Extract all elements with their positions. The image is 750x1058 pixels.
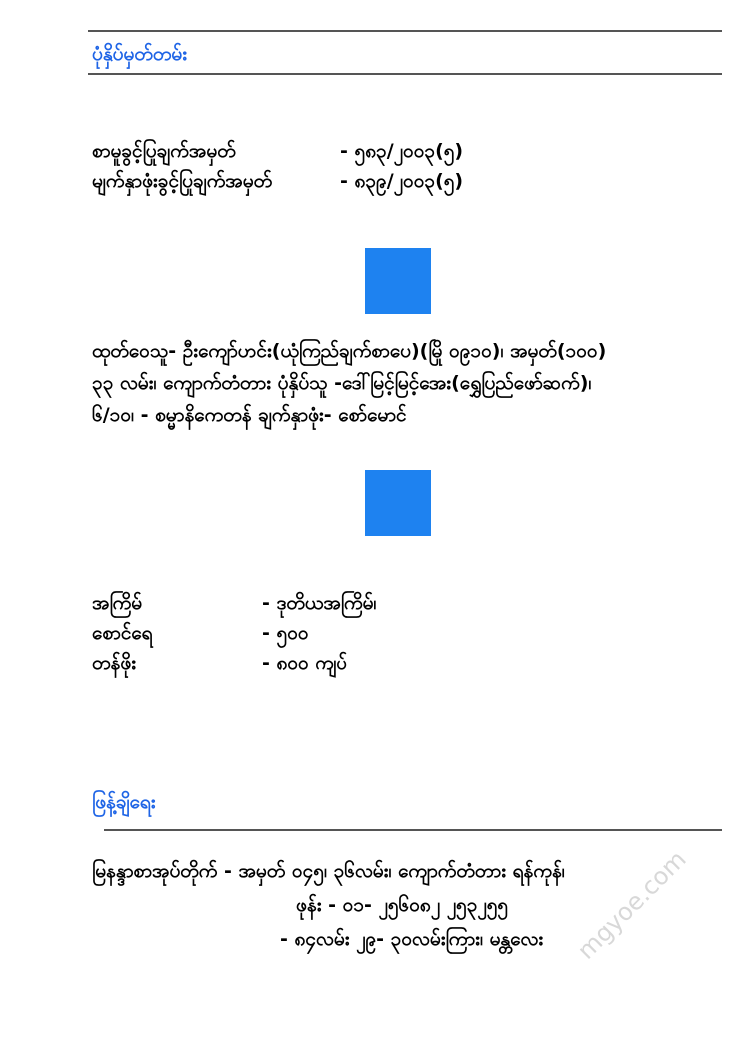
top-rule [88, 30, 722, 32]
price-label: တန်ဖိုး [92, 652, 137, 674]
manuscript-permit-value: - ၅၈၃/၂၀၀၃(၅) [340, 140, 464, 162]
distributor-mandalay-line: - ၈၄လမ်း ၂၉- ၃၀လမ်းကြား၊ မန္တလေး [280, 928, 544, 950]
price-value: - ၈၀၀ ကျပ် [262, 652, 348, 674]
publisher-line-3: ၆/၁၀၊ - စမ္မာနိကေတန် ချက်နှာဖုံး- စော်မောင် [92, 404, 407, 426]
image-placeholder-square [365, 248, 431, 314]
copies-label: စောင်ရေ [92, 622, 153, 644]
image-placeholder-square [365, 470, 431, 536]
cover-permit-value: - ၈၃၉/၂၀၀၃(၅) [340, 170, 464, 192]
cover-permit-label: မျက်နှာဖုံးခွင့်ပြုချက်အမှတ် [92, 170, 273, 192]
edition-label: အကြိမ် [92, 592, 143, 614]
distributor-phone-line: ဖုန်း - ၀၁- ၂၅၆၀၈၂ ၂၅၃၂၅၅ [296, 894, 509, 916]
distributor-address-line: မြနန္ဒာစာအုပ်တိုက် - အမှတ် ၀၄၅၊ ၃၆လမ်း၊ ကျောက်တံတား ရန်ကုန်၊ [92, 860, 565, 882]
publisher-line-1: ထုတ်ဝေသူ- ဦးကျော်ဟင်း(ယုံကြည်ချက်စာပေ)(မြို ၀၉၁၀)၊ အမှတ်(၁၀၀) [92, 340, 607, 362]
edition-value: - ဒုတိယအကြိမ်၊ [262, 592, 377, 614]
publisher-line-2: ၃၃ လမ်း၊ ကျောက်တံတား ပုံနှိပ်သူ -ဒေါ်မြင့်မြင့်အေး(ရွှေပြည်ဖော်ဆက်)၊ [92, 372, 592, 394]
copies-value: - ၅၀၀ [262, 622, 309, 644]
heading-underline-rule [88, 73, 722, 75]
book-record-heading: ပုံနှိပ်မှတ်တမ်း [92, 43, 188, 65]
manuscript-permit-label: စာမူခွင့်ပြုချက်အမှတ် [92, 140, 236, 162]
watermark: mgyoe.com [572, 845, 692, 965]
distribution-rule [104, 829, 722, 831]
distribution-heading: ဖြန့်ချိရေး [92, 791, 156, 813]
